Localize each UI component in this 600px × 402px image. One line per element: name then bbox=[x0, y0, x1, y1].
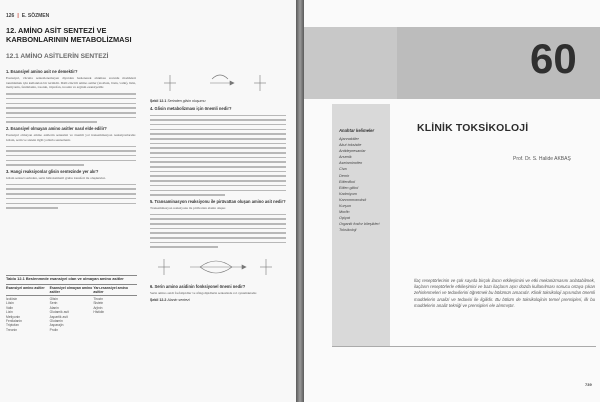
text-lines bbox=[6, 93, 136, 123]
table-cell: Aspartik asit bbox=[49, 314, 68, 319]
table-column-essential bbox=[6, 296, 50, 332]
paragraph-5: Serin amino asidi fosfolipidler ve sfingolipidlerin sentezinde rol oynamaktadır. bbox=[150, 290, 258, 295]
right-page bbox=[304, 0, 600, 402]
table-cell: Metiyonin bbox=[6, 314, 21, 319]
keyword-item: Asetaminofen bbox=[339, 161, 363, 166]
chapter-intro: İlaç reseptörlerinin ve çok sayıda birçok ilacın etkileşimini ve etki mekanizmasını anlatabilmek, ilaçların reseptörlerle etkileşimini ve bazı ilaçların aşırı dozda kullanılması sonucu ortaya çıkan zehirlenmeleri ve tedavilerini öğretmek bu bölümün amacıdır. Klinik toksikoloji açısından önemli maddelerin analizi ve tedavisi ile ilgilidir. Bu bölüm de toksikolojinin temel prensipleri, ilk bu maddelerin analiz tekniği ve prensipleri ele alınmıştır. bbox=[414, 278, 595, 308]
table-column-semiessential bbox=[93, 296, 137, 332]
keyword-item: Etilenlikol bbox=[339, 179, 356, 184]
text-lines bbox=[150, 214, 286, 248]
table-cell: Arjinin bbox=[93, 305, 103, 310]
left-column bbox=[6, 66, 136, 212]
keywords-list bbox=[339, 136, 389, 234]
table-cell: Asparajin bbox=[49, 323, 64, 328]
text-lines bbox=[150, 115, 286, 196]
table-header: Esansiyel amino asitler bbox=[6, 285, 50, 296]
keywords-heading: Anahtar kelimeler bbox=[339, 128, 375, 133]
table-cell: Histidin bbox=[93, 310, 105, 315]
right-column bbox=[150, 66, 286, 305]
left-page bbox=[0, 0, 296, 402]
chapter-author: Prof. Dr. S. Halide AKBAŞ bbox=[513, 156, 571, 162]
figure-2-caption: Şekil 12.2 Alanin sentezi bbox=[150, 297, 190, 302]
paragraph-1: Esansiyel, vücutta sentezlenemeyen diyetden beslenerek alınması zorunlu maddeleri tanımlamak için kullanılan bir terimdir. Dalli zincirli amino asitler (izolösin, lösin, valin), lizin, metiyonin, fenilalanin, treonin, triptofan, treonin ve arginin esansiyeldir. bbox=[6, 76, 136, 90]
chapter-number: 60 bbox=[530, 35, 577, 82]
page-number-left: 126 bbox=[6, 13, 15, 19]
paragraph-4: Transaminasyon reaksiyonu ile pirüvattan alanin oluşur. bbox=[150, 205, 226, 210]
table-cell: Glisin bbox=[49, 297, 58, 301]
keyword-item: Demir bbox=[339, 173, 350, 178]
text-lines bbox=[6, 146, 136, 166]
author-running-head: E. SÖZMEN bbox=[21, 13, 50, 19]
figure-1-caption: Şekil 12.1 Serinden glisin oluşumu bbox=[150, 98, 206, 103]
keyword-item: Civa bbox=[339, 167, 347, 172]
chapter-title: 12. AMİNO ASİT SENTEZİ VE KARBONLARININ METABOLİZMASI bbox=[6, 26, 132, 44]
text-lines bbox=[6, 184, 136, 209]
keyword-item: Morfin bbox=[339, 210, 350, 215]
table-grid bbox=[6, 284, 137, 333]
question-2: 2. Esansiyel olmayan amino asitler nasıl elde edilir? bbox=[6, 126, 107, 132]
page-number-right: 739 bbox=[585, 382, 592, 387]
keyword-item: Kadmiyum bbox=[339, 191, 357, 196]
keyword-item: Opiyat bbox=[339, 216, 350, 221]
book-gutter bbox=[296, 0, 304, 402]
table-cell: İzolösin bbox=[6, 297, 18, 301]
keyword-item: Karvonmonoksit bbox=[339, 197, 367, 202]
bottom-rule bbox=[332, 346, 596, 347]
table-cell: Prolin bbox=[49, 327, 59, 332]
table-cell: Valin bbox=[6, 305, 14, 310]
paragraph-3: Glisin sentezi serinden, serin hidroksimetil grubu transferi ile oluşturulur. bbox=[6, 175, 106, 180]
table-cell: Triptofan bbox=[6, 323, 19, 328]
table-header: Esansiyel olmayan amino asitler bbox=[50, 285, 94, 296]
table-cell: Fenilalanin bbox=[6, 319, 22, 324]
keyword-item: Antidepresanlar bbox=[339, 149, 366, 154]
keyword-item: Kurşun bbox=[339, 204, 352, 209]
keyword-item: Arsenik bbox=[339, 155, 352, 160]
question-1: 1. Esansiyel amino asit ne demektir? bbox=[6, 69, 78, 74]
table-cell: Lösin bbox=[6, 301, 14, 306]
amino-acid-table bbox=[6, 275, 137, 332]
table-cell: Sistein bbox=[93, 301, 104, 306]
keyword-item: Ajannaktiler bbox=[339, 137, 359, 141]
table-cell: Alanin bbox=[49, 305, 59, 310]
keyword-item: Akut toksisite bbox=[339, 143, 362, 148]
running-head: 126 | E. SÖZMEN bbox=[6, 13, 50, 19]
keyword-item: Etilen glikol bbox=[339, 185, 359, 190]
table-cell: Glutamin bbox=[49, 319, 63, 324]
question-5: 5. Transaminasyon reaksiyonu ile pirüvattan oluşan amino asit nedir? bbox=[150, 198, 286, 204]
table-title: Tablo 12.1 Beslenmede esansiyel olan ve olmayan amino asitler bbox=[6, 275, 137, 282]
question-3: 3. Hangi reaksiyonlar glisin sentezinde yer alır? bbox=[6, 168, 99, 174]
alanine-synthesis-diagram bbox=[150, 251, 286, 281]
keyword-item: Toksikoloji bbox=[339, 228, 357, 233]
serine-glycine-diagram bbox=[150, 69, 286, 97]
question-4: 4. Glisin metabolizması için önemli nedir? bbox=[150, 106, 232, 112]
chapter-name: KLİNİK TOKSİKOLOJİ bbox=[417, 123, 529, 134]
table-cell: Glutamik asit bbox=[49, 310, 69, 315]
table-cell: Lizin bbox=[6, 310, 13, 315]
table-cell: Serin bbox=[49, 301, 58, 306]
table-cell: Treonin bbox=[6, 327, 18, 332]
figure-2 bbox=[150, 251, 286, 302]
section-title: 12.1 AMİNO ASİTLERİN SENTEZİ bbox=[6, 53, 109, 60]
table-header: Yarı-esansiyel amino asitler bbox=[93, 285, 137, 296]
keyword-item: Organik fosfor bileşikleri bbox=[339, 222, 380, 227]
paragraph-2: Esansiyel olmayan amino asitlerin sentezini ve önemli yol transaminasyon reaksiyonlarıdır. Glisin, serin ve sistein ilgili yollarla sentezlenir. bbox=[6, 133, 136, 142]
table-cell: Tirozin bbox=[93, 297, 104, 301]
question-6: 6. Serin amino asidinin fonksiyonel önemi nedir? bbox=[150, 283, 246, 289]
figure-1 bbox=[150, 69, 286, 103]
table-column-nonessential bbox=[50, 296, 94, 332]
